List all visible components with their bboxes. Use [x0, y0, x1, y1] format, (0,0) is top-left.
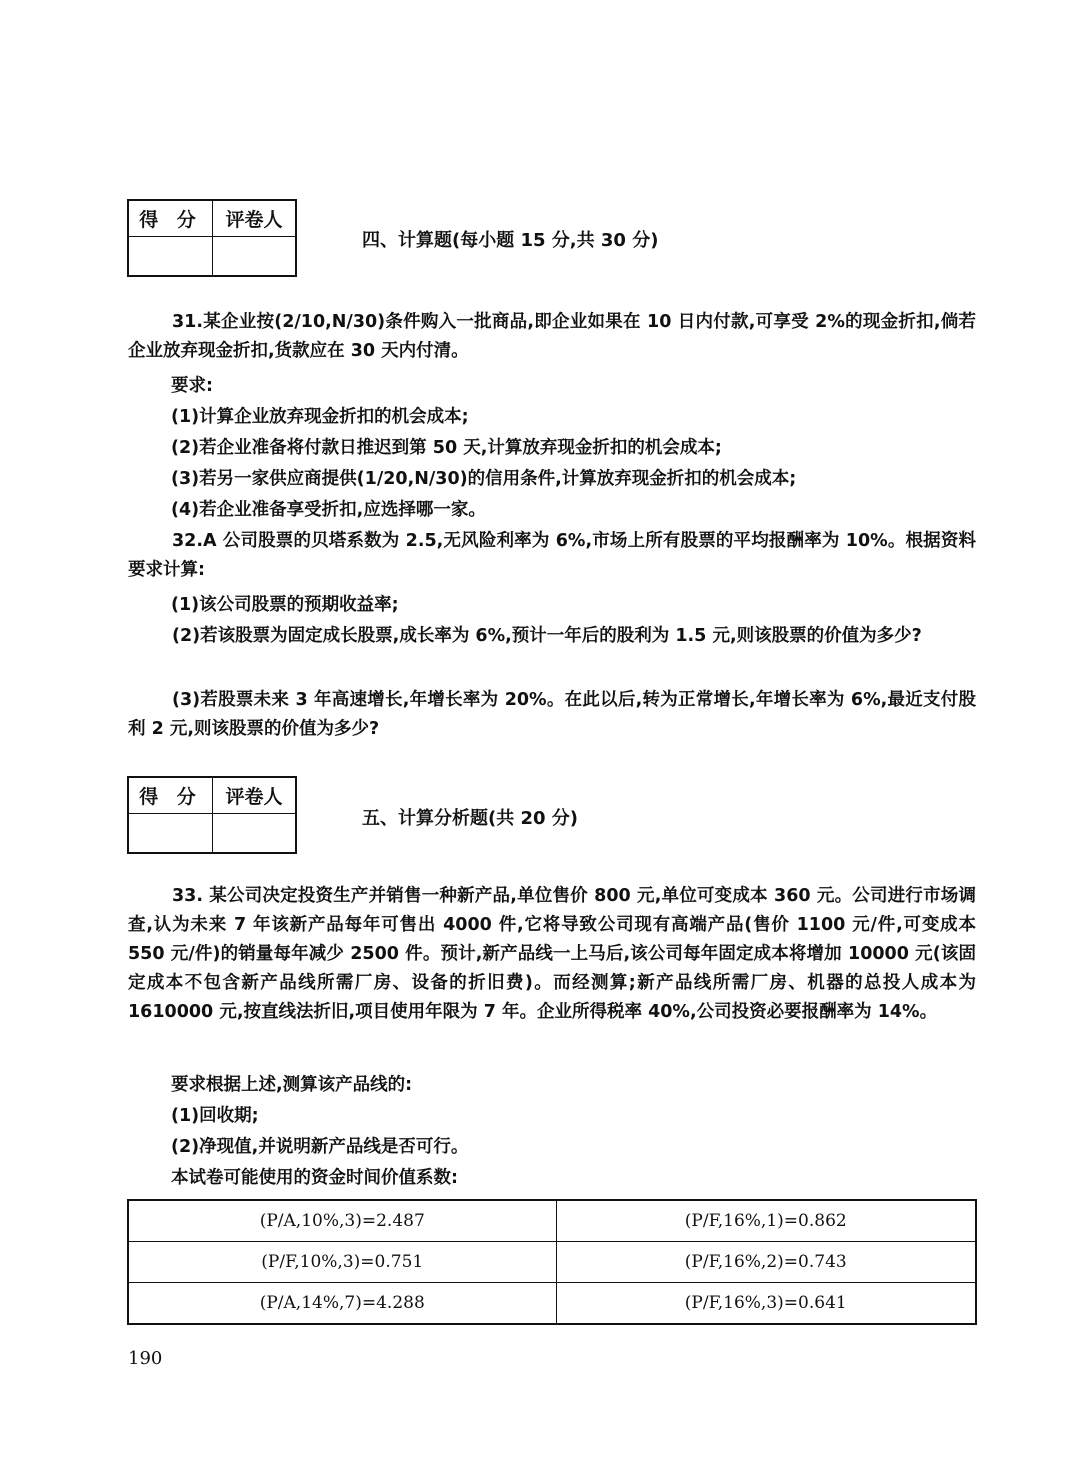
question-32: 32.A 公司股票的贝塔系数为 2.5,无风险利率为 6%,市场上所有股票的平均报酬率为 10%。根据资料要求计算:	[128, 531, 976, 580]
score-box	[127, 199, 297, 277]
table-row	[128, 1242, 976, 1283]
factor-table	[127, 1199, 977, 1325]
grader-label: 评卷人	[213, 201, 295, 237]
score-label: 得 分	[129, 201, 213, 237]
q31-item: (2)若企业准备将付款日推迟到第 50 天,计算放弃现金折扣的机会成本;	[171, 438, 722, 458]
grader-label: 评卷人	[213, 778, 295, 814]
grader-cell	[213, 237, 295, 275]
table-cell: (P/F,16%,1)=0.862	[556, 1200, 976, 1242]
q31-item: (4)若企业准备享受折扣,应选择哪一家。	[171, 500, 486, 520]
requirement-label: 要求:	[171, 376, 213, 396]
score-label: 得 分	[129, 778, 213, 814]
score-cell	[129, 237, 213, 275]
score-box	[127, 776, 297, 854]
table-row	[128, 1283, 976, 1325]
question-33: 33. 某公司决定投资生产并销售一种新产品,单位售价 800 元,单位可变成本 360 元。公司进行市场调查,认为未来 7 年该新产品每年可售出 4000 件,它将导致公司现有高端产品(售价 1100 元/件,可变成本 550 元/件)的销量每年减少 2500 件。预计,新产品线一上马后,该公司每年固定成本将增加 10000 元(该固定成本不包含新产品线所需厂房、设备的折旧费)。而经测算;新产品线所需厂房、机器的总投人成本为 1610000 元,按直线法折旧,项目使用年限为 7 年。企业所得税率 40%,公司投资必要报酬率为 14%。	[128, 886, 976, 1022]
section-title: 五、计算分析题(共 20 分)	[362, 808, 579, 829]
page-number: 190	[128, 1348, 163, 1369]
q31-item: (3)若另一家供应商提供(1/20,N/30)的信用条件,计算放弃现金折扣的机会成本;	[171, 469, 797, 489]
table-caption: 本试卷可能使用的资金时间价值系数:	[171, 1168, 458, 1188]
q32-item: (1)该公司股票的预期收益率;	[171, 595, 399, 615]
table-cell: (P/F,10%,3)=0.751	[128, 1242, 556, 1283]
q31-item: (1)计算企业放弃现金折扣的机会成本;	[171, 407, 469, 427]
score-cell	[129, 814, 213, 852]
q33-item: (2)净现值,并说明新产品线是否可行。	[171, 1137, 469, 1157]
q32-item: (2)若该股票为固定成长股票,成长率为 6%,预计一年后的股利为 1.5 元,则该股票的价值为多少?	[172, 626, 922, 646]
table-cell: (P/F,16%,3)=0.641	[556, 1283, 976, 1325]
table-row	[128, 1200, 976, 1242]
section-title: 四、计算题(每小题 15 分,共 30 分)	[362, 230, 659, 251]
table-cell: (P/F,16%,2)=0.743	[556, 1242, 976, 1283]
q33-item: (1)回收期;	[171, 1106, 259, 1126]
grader-cell	[213, 814, 295, 852]
table-cell: (P/A,14%,7)=4.288	[128, 1283, 556, 1325]
question-31: 31.某企业按(2/10,N/30)条件购入一批商品,即企业如果在 10 日内付款,可享受 2%的现金折扣,倘若企业放弃现金折扣,货款应在 30 天内付清。	[128, 312, 976, 361]
q32-item: (3)若股票未来 3 年高速增长,年增长率为 20%。在此以后,转为正常增长,年增长率为 6%,最近支付股利 2 元,则该股票的价值为多少?	[128, 690, 976, 739]
table-cell: (P/A,10%,3)=2.487	[128, 1200, 556, 1242]
requirement-label: 要求根据上述,测算该产品线的:	[171, 1075, 413, 1095]
